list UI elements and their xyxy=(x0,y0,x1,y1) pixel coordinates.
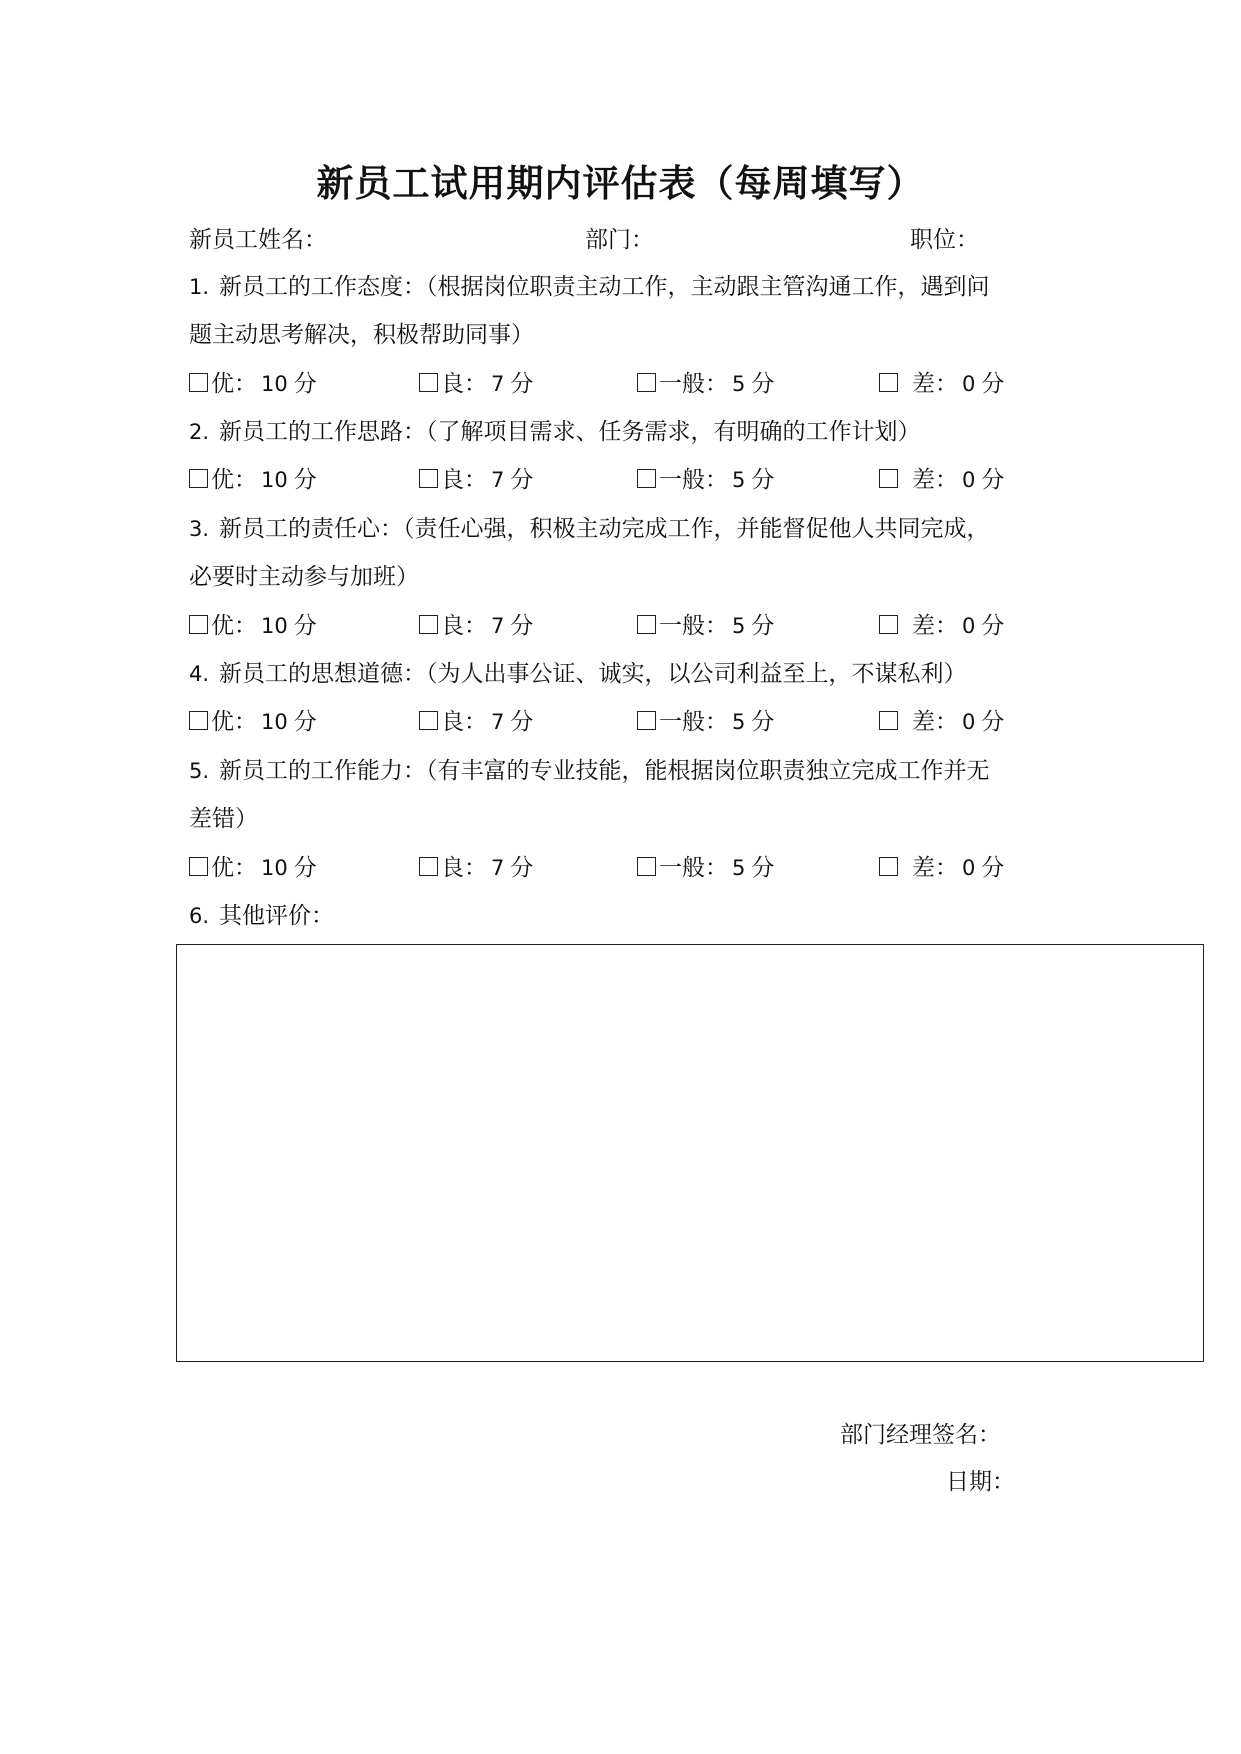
question-1-continued: 题主动思考解决，积极帮助同事） xyxy=(189,322,534,348)
rating-row-2 xyxy=(189,465,1069,495)
checkbox-icon[interactable] xyxy=(879,857,898,876)
question-5-continued: 差错） xyxy=(189,806,258,832)
employee-name-label: 新员工姓名： xyxy=(189,227,327,253)
checkbox-icon[interactable] xyxy=(637,615,656,634)
rating-option-good[interactable]: 良： 7 分 xyxy=(419,611,533,641)
date-label: 日期： xyxy=(946,1469,1015,1495)
rating-option-average[interactable]: 一般： 5 分 xyxy=(637,853,774,883)
question-2 xyxy=(189,417,921,447)
rating-option-excellent[interactable]: 优： 10 分 xyxy=(189,707,317,737)
rating-option-good[interactable]: 良： 7 分 xyxy=(419,853,533,883)
question-number: 2. xyxy=(189,420,210,444)
checkbox-icon[interactable] xyxy=(189,615,208,634)
question-text: 新员工的工作思路：（了解项目需求、任务需求，有明确的工作计划） xyxy=(219,419,921,445)
rating-option-good[interactable]: 良： 7 分 xyxy=(419,465,533,495)
checkbox-icon[interactable] xyxy=(189,469,208,488)
question-3 xyxy=(189,514,990,544)
checkbox-icon[interactable] xyxy=(189,711,208,730)
rating-option-good[interactable]: 良： 7 分 xyxy=(419,707,533,737)
form-title: 新员工试用期内评估表（每周填写） xyxy=(316,161,925,205)
question-number: 6. xyxy=(189,904,210,928)
checkbox-icon[interactable] xyxy=(419,711,438,730)
rating-option-good[interactable]: 良： 7 分 xyxy=(419,369,533,399)
checkbox-icon[interactable] xyxy=(419,469,438,488)
rating-option-excellent[interactable]: 优： 10 分 xyxy=(189,611,317,641)
question-text: 新员工的思想道德：（为人出事公证、诚实，以公司利益至上，不谋私利） xyxy=(219,661,967,687)
rating-option-poor[interactable]: 差： 0 分 xyxy=(879,611,1004,641)
checkbox-icon[interactable] xyxy=(419,373,438,392)
checkbox-icon[interactable] xyxy=(637,857,656,876)
rating-option-excellent[interactable]: 优： 10 分 xyxy=(189,465,317,495)
question-number: 1. xyxy=(189,275,210,299)
checkbox-icon[interactable] xyxy=(879,615,898,634)
question-text: 新员工的责任心：（责任心强，积极主动完成工作，并能督促他人共同完成， xyxy=(219,516,990,542)
manager-signature-label: 部门经理签名： xyxy=(840,1422,1001,1448)
checkbox-icon[interactable] xyxy=(419,615,438,634)
rating-row-5 xyxy=(189,853,1069,883)
department-label: 部门： xyxy=(585,227,654,253)
question-1 xyxy=(189,272,990,302)
rating-row-4 xyxy=(189,707,1069,737)
question-number: 5. xyxy=(189,759,210,783)
checkbox-icon[interactable] xyxy=(189,857,208,876)
rating-option-average[interactable]: 一般： 5 分 xyxy=(637,611,774,641)
rating-option-average[interactable]: 一般： 5 分 xyxy=(637,465,774,495)
question-number: 3. xyxy=(189,517,210,541)
question-text: 新员工的工作能力：（有丰富的专业技能，能根据岗位职责独立完成工作并无 xyxy=(219,758,990,784)
question-5 xyxy=(189,756,990,786)
rating-option-poor[interactable]: 差： 0 分 xyxy=(879,369,1004,399)
rating-row-3 xyxy=(189,611,1069,641)
checkbox-icon[interactable] xyxy=(637,373,656,392)
checkbox-icon[interactable] xyxy=(879,373,898,392)
checkbox-icon[interactable] xyxy=(189,373,208,392)
question-text: 其他评价： xyxy=(219,903,335,929)
rating-row-1 xyxy=(189,369,1069,399)
question-text: 新员工的工作态度：（根据岗位职责主动工作，主动跟主管沟通工作，遇到问 xyxy=(219,274,990,300)
other-comments-label xyxy=(189,901,334,931)
rating-option-excellent[interactable]: 优： 10 分 xyxy=(189,853,317,883)
checkbox-icon[interactable] xyxy=(419,857,438,876)
question-3-continued: 必要时主动参与加班） xyxy=(189,564,419,590)
position-label: 职位： xyxy=(910,227,979,253)
checkbox-icon[interactable] xyxy=(879,711,898,730)
question-number: 4. xyxy=(189,662,210,686)
rating-option-poor[interactable]: 差： 0 分 xyxy=(879,853,1004,883)
question-4 xyxy=(189,659,967,689)
checkbox-icon[interactable] xyxy=(879,469,898,488)
checkbox-icon[interactable] xyxy=(637,711,656,730)
checkbox-icon[interactable] xyxy=(637,469,656,488)
rating-option-average[interactable]: 一般： 5 分 xyxy=(637,707,774,737)
rating-option-poor[interactable]: 差： 0 分 xyxy=(879,707,1004,737)
rating-option-excellent[interactable]: 优： 10 分 xyxy=(189,369,317,399)
rating-option-poor[interactable]: 差： 0 分 xyxy=(879,465,1004,495)
rating-option-average[interactable]: 一般： 5 分 xyxy=(637,369,774,399)
other-comments-textarea[interactable] xyxy=(176,944,1204,1362)
